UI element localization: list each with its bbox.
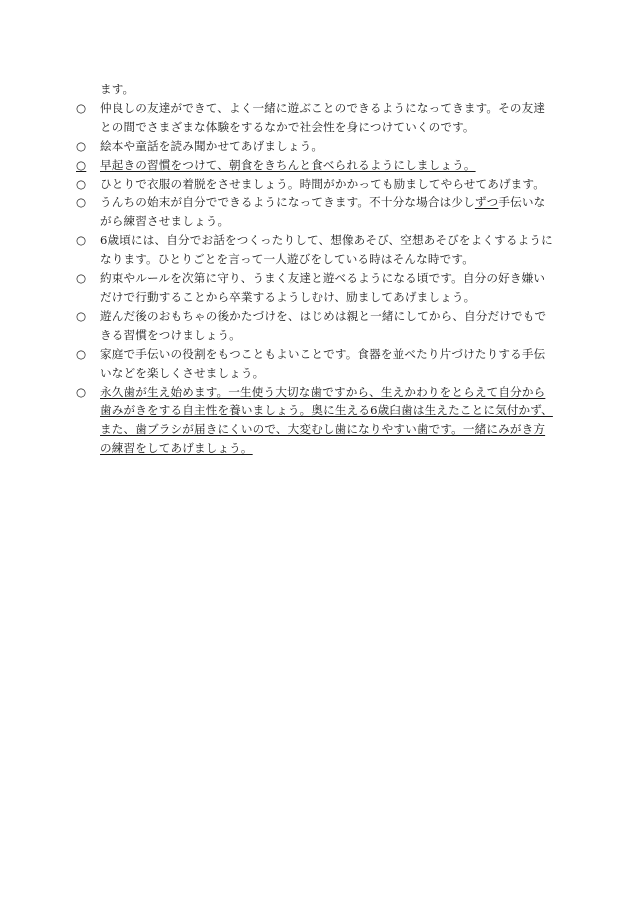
- list-item-text-part: うんちの始末が自分でできるようになってきます。不十分な場合は少し: [100, 195, 475, 210]
- list-item-text: 絵本や童話を読み聞かせてあげましょう。: [100, 138, 324, 153]
- circle-bullet: ○: [76, 308, 87, 323]
- list-item: [76, 193, 556, 231]
- list-item: [76, 175, 556, 194]
- list-item-text: 家庭で手伝いの役割をもつこともよいことです。食器を並べたり片づけたりする手伝いなどを楽しくさせましょう。: [100, 346, 546, 380]
- circle-bullet: ○: [76, 176, 87, 191]
- circle-bullet: ○: [76, 384, 87, 399]
- list-item: [76, 307, 556, 345]
- list-item: [76, 156, 556, 175]
- list-item-text: 仲良しの友達ができて、よく一緒に遊ぶことのできるようになってきます。その友達との間でさまざまな体験をするなかで社会性を身につけていくのです。: [100, 100, 546, 134]
- list-item-text: 6歳頃には、自分でお話をつくったりして、想像あそび、空想あそびをよくするようになります。ひとりごとを言って一人遊びをしている時はそんな時です。: [100, 233, 553, 267]
- list-item: [76, 383, 556, 459]
- list-item-text: 早起きの習慣をつけて、朝食をきちんと食べられるようにしましょう。: [100, 157, 476, 172]
- list-item-text: 遊んだ後のおもちゃの後かたづけを、はじめは親と一緒にしてから、自分だけでもできる習慣をつけましょう。: [100, 308, 547, 342]
- list-item: [76, 99, 556, 137]
- continuation-line: [76, 80, 556, 99]
- document-body: [76, 80, 556, 458]
- circle-bullet: ○: [76, 195, 87, 210]
- list-item: [76, 345, 556, 383]
- circle-bullet: ○: [76, 100, 87, 115]
- circle-bullet: ○: [76, 157, 87, 172]
- underlined-text: ずつ: [474, 195, 499, 210]
- circle-bullet: ○: [76, 233, 87, 248]
- list-item-text: [88, 193, 556, 231]
- list-item: [76, 231, 556, 269]
- list-item: [76, 269, 556, 307]
- list-item-text: ひとりで衣服の着脱をさせましょう。時間がかかっても励ましてやらせてあげます。: [100, 176, 545, 191]
- continuation-text: ます。: [100, 82, 135, 96]
- circle-bullet: ○: [76, 271, 87, 286]
- circle-bullet: ○: [76, 138, 87, 153]
- list-item-text: 約束やルールを次第に守り、うまく友達と遊べるようになる頃です。自分の好き嫌いだけで行動することから卒業するようしむけ、励ましてあげましょう。: [100, 271, 546, 304]
- list-item-text-part: 手伝いながら練習させましょう。: [100, 195, 546, 229]
- list-item-text: 永久歯が生え始めます。一生使う大切な歯ですから、生えかわりをとらえて自分から歯みがきをする自主性を養いましょう。奥に生える6歳臼歯は生えたことに気付かず、また、歯ブラシが届きにくいので、大変むし歯になりやすい歯です。一緒にみがき方の練習をしてあげましょう。: [100, 384, 553, 456]
- circle-bullet: ○: [76, 346, 87, 361]
- list-item: [76, 137, 556, 156]
